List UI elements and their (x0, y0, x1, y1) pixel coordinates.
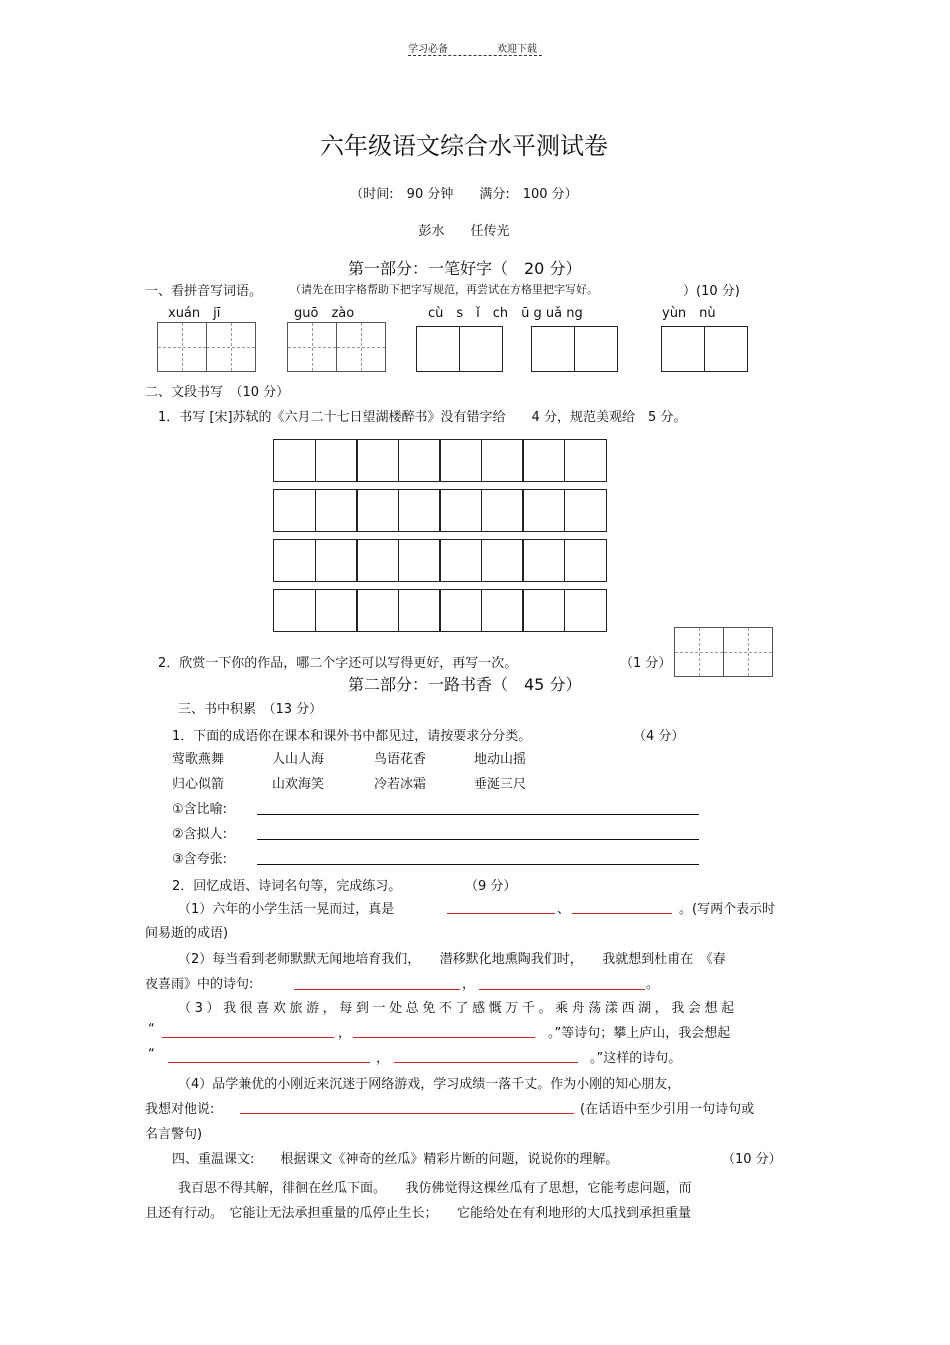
category-label: ②含拟人: (172, 827, 228, 842)
answer-line[interactable] (257, 864, 699, 865)
answer-line[interactable] (479, 989, 645, 990)
s4-prompt: 我想对他说: (145, 1102, 215, 1117)
header-left: 学习必备 (408, 44, 448, 55)
tian-grid[interactable] (336, 322, 386, 372)
s2-text: （2）每当看到老师默默无闻地培育我们， 潜移默化地熏陶我们时， 我就想到杜甫在 《春 (178, 952, 726, 967)
q2-item2: 2．欣赏一下你的作品，哪二个字还可以写得更好，再写一次。 (158, 656, 518, 671)
s4-cont: 名言警句) (145, 1127, 203, 1142)
writing-grid-row[interactable] (273, 439, 605, 482)
header-divider (408, 55, 542, 56)
idiom: 垂涎三尺 (474, 777, 527, 792)
q1-label: 一、看拼音写词语。 (145, 284, 263, 299)
answer-line[interactable] (572, 913, 672, 914)
part1-heading: 第一部分：一笔好字（ 20 分） (348, 259, 582, 278)
pinyin-2: guō zào (294, 306, 355, 321)
tian-grid[interactable] (157, 322, 207, 372)
answer-line[interactable] (240, 1113, 574, 1114)
tian-grid[interactable] (674, 627, 724, 677)
q1-note: （请先在田字格帮助下把字写规范，再尝试在方格里把字写好。 (290, 283, 598, 296)
q3-item1-score: （4 分） (633, 729, 685, 744)
q4-para: 且还有行动。 它能让无法承担重量的瓜停止生长； 它能给处在有利地形的大瓜找到承担重量 (145, 1206, 692, 1221)
pinyin-3: cù s ǐ ch ū g uǎ ng (428, 306, 583, 321)
s3-quote: “ (148, 1022, 155, 1037)
s1-end: 。(写两个表示时 (679, 902, 776, 917)
exam-meta: （时间: 90 分钟 满分: 100 分） (350, 187, 578, 202)
q2-item2-score: （1 分） (620, 656, 672, 671)
answer-line[interactable] (168, 1062, 370, 1063)
tian-grid[interactable] (723, 627, 773, 677)
s3-text: （3）我很喜欢旅游，每到一处总免不了感慨万千。乘舟荡漾西湖，我会想起 (178, 1001, 738, 1016)
s1-cont: 间易逝的成语) (145, 926, 229, 941)
category-label: ③含夸张: (172, 852, 228, 867)
writing-box[interactable] (574, 326, 618, 372)
answer-line[interactable] (447, 913, 555, 914)
answer-line[interactable] (257, 814, 699, 815)
s3-comma: ， (338, 1026, 352, 1041)
q1-score: ）(10 分) (683, 284, 740, 299)
idiom: 山欢海笑 (272, 777, 325, 792)
s3-comma: ， (376, 1051, 390, 1066)
header-right: 欢迎下载 (497, 44, 537, 55)
s1-sep: 、 (557, 902, 571, 917)
authors: 彭水 任传光 (418, 224, 510, 239)
q4-para: 我百思不得其解，徘徊在丝瓜下面。 我仿佛觉得这棵丝瓜有了思想，它能考虑问题，而 (178, 1181, 692, 1196)
s2-end: 。 (646, 977, 660, 992)
s3-quote: “ (148, 1047, 155, 1062)
page-title: 六年级语文综合水平测试卷 (320, 132, 608, 160)
q3-item1: 1．下面的成语你在课本和课外书中都见过，请按要求分分类。 (172, 729, 532, 744)
q3-label: 三、书中积累 （13 分） (178, 702, 323, 717)
s2-cont: 夜喜雨》中的诗句: (145, 977, 254, 992)
category-label: ①含比喻: (172, 802, 228, 817)
q4-label: 四、重温课文: 根据课文《神奇的丝瓜》精彩片断的问题，说说你的理解。 (172, 1152, 619, 1167)
writing-box[interactable] (459, 326, 503, 372)
writing-box[interactable] (704, 326, 748, 372)
q2-label: 二、文段书写 （10 分） (145, 385, 290, 400)
writing-grid-row[interactable] (273, 539, 605, 582)
q4-score: （10 分） (722, 1152, 782, 1167)
tian-grid[interactable] (287, 322, 337, 372)
idiom: 归心似箭 (172, 777, 225, 792)
s4-note: (在话语中至少引用一句诗句或 (580, 1102, 755, 1117)
idiom: 鸟语花香 (374, 752, 427, 767)
idiom: 地动山摇 (474, 752, 527, 767)
answer-line[interactable] (162, 1037, 334, 1038)
q2-item1: 1．书写 [宋]苏轼的《六月二十七日望湖楼醉书》没有错字给 4 分，规范美观给 5 分。 (158, 410, 687, 425)
s3-end: 。”这样的诗句。 (590, 1051, 682, 1066)
idiom: 莺歌燕舞 (172, 752, 225, 767)
part2-heading: 第二部分：一路书香（ 45 分） (348, 675, 582, 694)
q3-item2: 2．回忆成语、诗词名句等，完成练习。 (172, 879, 402, 894)
tian-grid[interactable] (206, 322, 256, 372)
answer-line[interactable] (353, 1037, 535, 1038)
writing-box[interactable] (416, 326, 460, 372)
s2-comma: ， (462, 977, 476, 992)
pinyin-1: xuán jī (168, 306, 221, 321)
s3-mid: 。”等诗句；攀上庐山，我会想起 (548, 1026, 731, 1041)
writing-box[interactable] (661, 326, 705, 372)
q3-item2-score: （9 分） (465, 879, 517, 894)
answer-line[interactable] (394, 1062, 578, 1063)
writing-box[interactable] (531, 326, 575, 372)
writing-grid-row[interactable] (273, 589, 605, 632)
idiom: 冷若冰霜 (374, 777, 427, 792)
answer-line[interactable] (257, 839, 699, 840)
pinyin-4: yùn nù (662, 306, 716, 321)
writing-grid-row[interactable] (273, 489, 605, 532)
idiom: 人山人海 (272, 752, 325, 767)
s4-text: （4）品学兼优的小刚近来沉迷于网络游戏，学习成绩一落千丈。作为小刚的知心朋友， (178, 1077, 681, 1092)
s1-text: （1）六年的小学生活一晃而过，真是 (178, 902, 395, 917)
answer-line[interactable] (294, 989, 460, 990)
